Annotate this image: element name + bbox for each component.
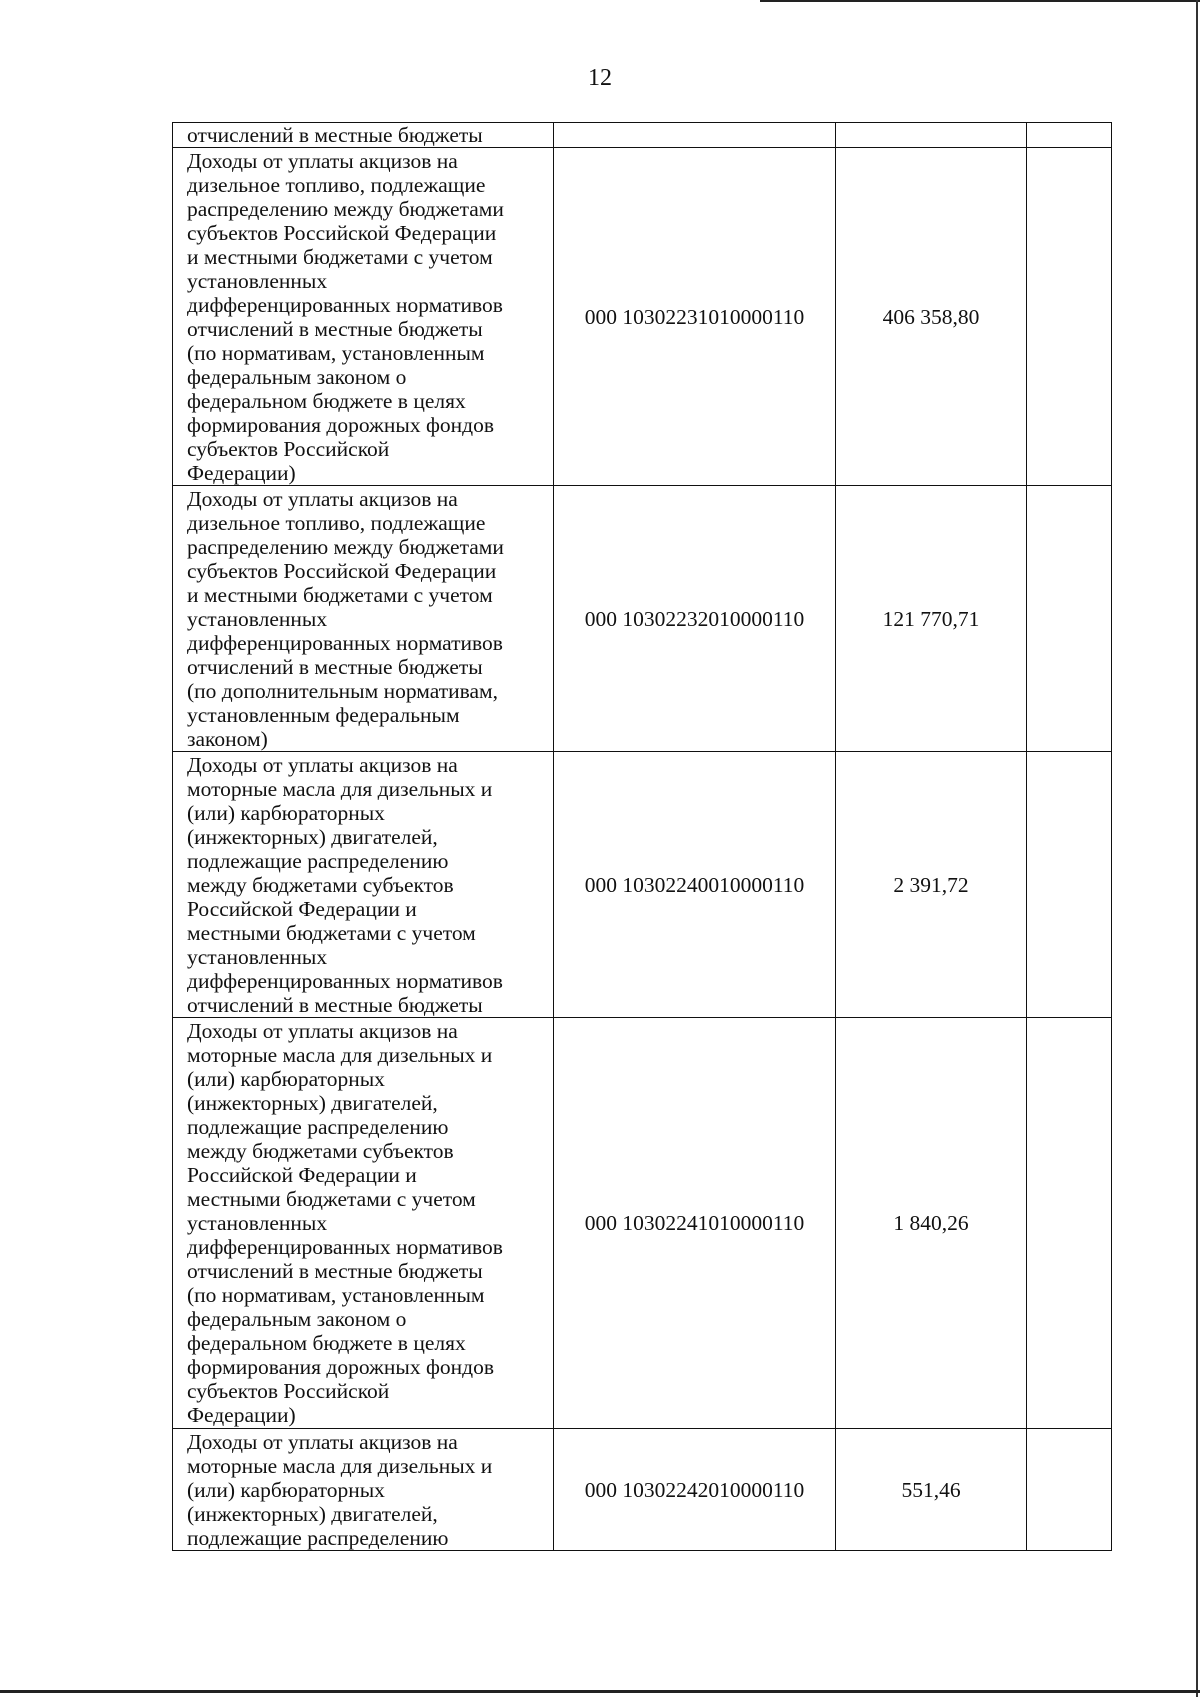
row-amount-cell: 406 358,80 xyxy=(836,148,1027,486)
row-name-cell: Доходы от уплаты акцизов на дизельное топливо, подлежащие распределению между бюджетами субъектов Российской Федерации и местными бюджетами с учетом установленных дифференцированных нормативов отчислений в местные бюджеты (по дополнительным нормативам, установленным федеральным законом) xyxy=(173,486,554,752)
row-amount-cell: 1 840,26 xyxy=(836,1018,1027,1429)
table-row xyxy=(173,486,1112,752)
row-name-cell: Доходы от уплаты акцизов на моторные масла для дизельных и (или) карбюраторных (инжекторных) двигателей, подлежащие распределению xyxy=(173,1429,554,1551)
page-number: 12 xyxy=(588,65,612,91)
row-name-cell: Доходы от уплаты акцизов на дизельное топливо, подлежащие распределению между бюджетами субъектов Российской Федерации и местными бюджетами с учетом установленных дифференцированных нормативов отчислений в местные бюджеты (по нормативам, установленным федеральным законом о федеральном бюджете в целях формирования дорожных фондов субъектов Российской Федерации) xyxy=(173,148,554,486)
row-extra-cell xyxy=(1027,1018,1112,1429)
scan-edge-top xyxy=(760,0,1200,2)
row-code-cell xyxy=(554,123,836,148)
row-extra-cell xyxy=(1027,1429,1112,1551)
scan-edge-bottom xyxy=(0,1690,1200,1693)
scan-edge-right xyxy=(1196,0,1198,1697)
row-amount-cell xyxy=(836,123,1027,148)
row-code-cell: 000 10302241010000110 xyxy=(554,1018,836,1429)
table-row xyxy=(173,752,1112,1018)
table-row xyxy=(173,123,1112,148)
row-extra-cell xyxy=(1027,148,1112,486)
row-amount-cell: 121 770,71 xyxy=(836,486,1027,752)
table-row xyxy=(173,1018,1112,1429)
row-code-cell: 000 10302232010000110 xyxy=(554,486,836,752)
table-row xyxy=(173,1429,1112,1551)
row-amount-cell: 551,46 xyxy=(836,1429,1027,1551)
row-name-cell: отчислений в местные бюджеты xyxy=(173,123,554,148)
table-row xyxy=(173,148,1112,486)
row-extra-cell xyxy=(1027,486,1112,752)
row-code-cell: 000 10302231010000110 xyxy=(554,148,836,486)
row-name-cell: Доходы от уплаты акцизов на моторные масла для дизельных и (или) карбюраторных (инжекторных) двигателей, подлежащие распределению между бюджетами субъектов Российской Федерации и местными бюджетами с учетом установленных дифференцированных нормативов отчислений в местные бюджеты (по нормативам, установленным федеральным законом о федеральном бюджете в целях формирования дорожных фондов субъектов Российской Федерации) xyxy=(173,1018,554,1429)
row-code-cell: 000 10302242010000110 xyxy=(554,1429,836,1551)
row-extra-cell xyxy=(1027,123,1112,148)
row-code-cell: 000 10302240010000110 xyxy=(554,752,836,1018)
row-amount-cell: 2 391,72 xyxy=(836,752,1027,1018)
row-extra-cell xyxy=(1027,752,1112,1018)
revenue-table xyxy=(172,122,1112,1551)
row-name-cell: Доходы от уплаты акцизов на моторные масла для дизельных и (или) карбюраторных (инжекторных) двигателей, подлежащие распределению между бюджетами субъектов Российской Федерации и местными бюджетами с учетом установленных дифференцированных нормативов отчислений в местные бюджеты xyxy=(173,752,554,1018)
